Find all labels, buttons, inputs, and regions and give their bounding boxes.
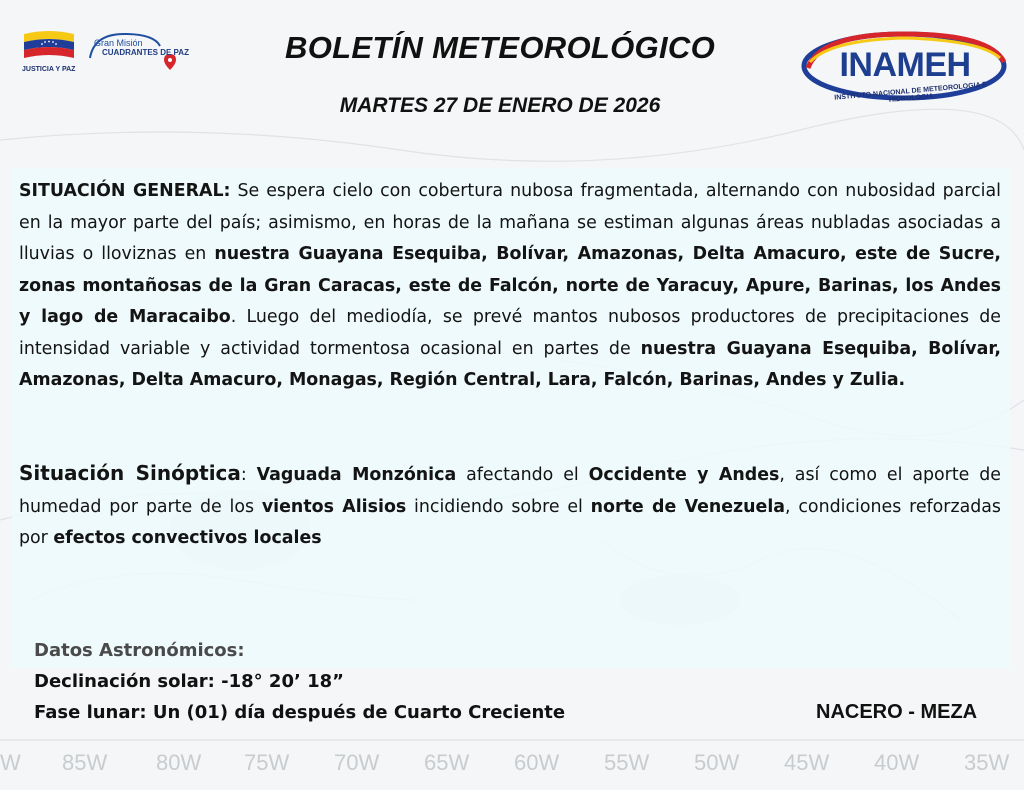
author-signature: NACERO - MEZA xyxy=(816,701,978,723)
inameh-logo xyxy=(800,28,1012,108)
longitude-label: 55W xyxy=(604,750,650,775)
longitude-label: 65W xyxy=(424,750,470,775)
general-areas-afternoon: nuestra Guayana Esequiba, Bolívar, Amazonas, Delta Amacuro, Monagas, Región Central, Lara, Falcón, Barinas, Andes y Zulia. xyxy=(19,338,1001,390)
bulletin-title: BOLETÍN METEOROLÓGICO xyxy=(285,30,715,65)
longitude-label: 75W xyxy=(244,750,290,775)
synoptic-text-1: afectando el xyxy=(456,465,589,485)
longitude-label: 35W xyxy=(964,750,1010,775)
synoptic-text-2: , así como el aporte de humedad por parte de los xyxy=(19,465,1001,517)
general-situation-label: SITUACIÓN GENERAL: xyxy=(19,181,231,201)
longitude-label: W xyxy=(0,750,21,775)
synoptic-bold-3: vientos Alisios xyxy=(261,496,407,517)
astronomical-heading: Datos Astronómicos: xyxy=(34,640,245,661)
longitude-label: 50W xyxy=(694,750,740,775)
longitude-label: 40W xyxy=(874,750,920,775)
moon-phase: Fase lunar: Un (01) día después de Cuarto Creciente xyxy=(34,702,566,723)
longitude-labels xyxy=(0,750,1024,780)
synoptic-text-4: , condiciones reforzadas por xyxy=(19,496,1001,548)
inameh-subtitle: INSTITUTO NACIONAL DE METEOROLOGIA E HIDROLOGIA xyxy=(834,81,988,104)
longitude-label: 85W xyxy=(62,750,108,775)
mission-bottom-label: CUADRANTES DE PAZ xyxy=(102,48,189,57)
synoptic-bold-4: norte de Venezuela xyxy=(590,496,786,517)
synoptic-bold-1: Vaguada Monzónica xyxy=(256,465,457,485)
mission-top-label: Gran Misión xyxy=(94,38,143,48)
synoptic-situation-label: Situación Sinóptica xyxy=(19,461,241,485)
synoptic-colon: : xyxy=(240,465,257,485)
bulletin-date: MARTES 27 DE ENERO DE 2026 xyxy=(339,94,661,117)
venezuela-flag-icon xyxy=(22,28,76,62)
longitude-label: 70W xyxy=(334,750,380,775)
solar-declination: Declinación solar: -18° 20’ 18” xyxy=(34,671,344,692)
longitude-label: 80W xyxy=(156,750,202,775)
synoptic-text-3: incidiendo sobre el xyxy=(406,496,591,517)
general-areas-morning: nuestra Guayana Esequiba, Bolívar, Amazonas, Delta Amacuro, este de Sucre, zonas montañosas de la Gran Caracas, este de Falcón, norte de Yaracuy, Apure, Barinas, los Andes y lago de Maracaibo xyxy=(19,244,1002,327)
justicia-y-paz-label: JUSTICIA Y PAZ xyxy=(22,66,76,73)
general-text-1: Se espera cielo con cobertura nubosa fragmentada, alternando con nubosidad parcial en la mayor parte del país; asimismo, en horas de la mañana se estiman algunas áreas nubladas asociadas a lluvias o lloviznas en xyxy=(19,181,1001,264)
general-text-2: . Luego del mediodía, se prevé mantos nubosos productores de precipitaciones de intensidad variable y actividad tormentosa ocasional en partes de xyxy=(19,307,1001,359)
longitude-label: 60W xyxy=(514,750,560,775)
longitude-label: 45W xyxy=(784,750,830,775)
justicia-y-paz-logo xyxy=(20,26,190,78)
synoptic-bold-2: Occidente y Andes xyxy=(588,465,780,485)
inameh-wordmark: INAMEH xyxy=(839,46,971,84)
general-situation-paragraph xyxy=(19,176,1001,397)
synoptic-situation-paragraph xyxy=(19,458,1001,555)
synoptic-bold-5: efectos convectivos locales xyxy=(53,528,322,548)
